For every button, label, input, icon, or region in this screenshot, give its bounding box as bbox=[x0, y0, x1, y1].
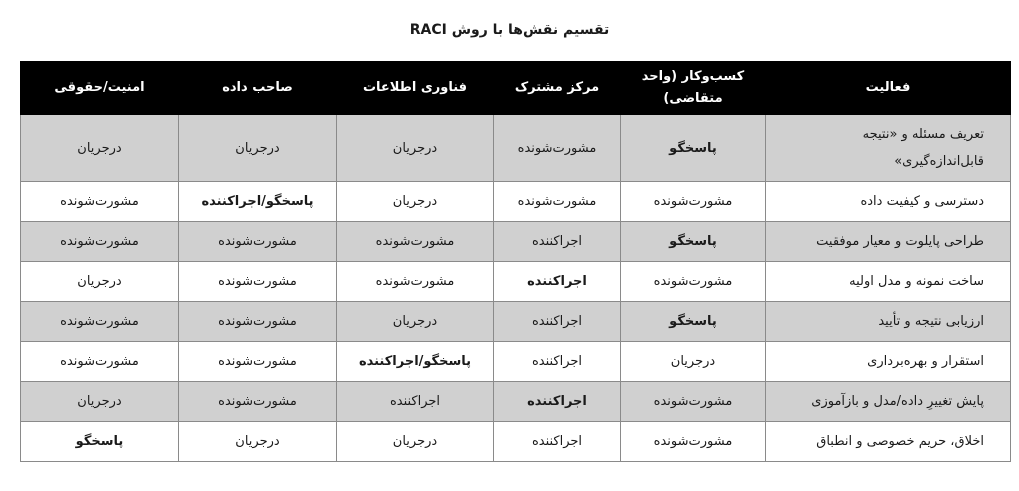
table-body bbox=[21, 115, 1011, 462]
table-row bbox=[21, 182, 1011, 222]
cell-activity: طراحی پایلوت و معیار موفقیت bbox=[766, 222, 1011, 262]
table-row bbox=[21, 342, 1011, 382]
cell-security-legal: درجریان bbox=[21, 382, 179, 422]
cell-data-owner: مشورت‌شونده bbox=[179, 342, 337, 382]
cell-shared-center: مشورت‌شونده bbox=[494, 115, 621, 182]
table-title: تقسیم نقش‌ها با روش RACI bbox=[409, 22, 610, 38]
cell-activity: استقرار و بهره‌برداری bbox=[766, 342, 1011, 382]
cell-shared-center: اجراکننده bbox=[494, 382, 621, 422]
cell-business: مشورت‌شونده bbox=[621, 422, 766, 462]
header-security-legal: امنیت/حقوقی bbox=[21, 62, 179, 115]
cell-security-legal: مشورت‌شونده bbox=[21, 222, 179, 262]
cell-it: مشورت‌شونده bbox=[337, 262, 494, 302]
cell-activity: پایش تغییرِ داده/مدل و بازآموزی bbox=[766, 382, 1011, 422]
cell-data-owner: درجریان bbox=[179, 422, 337, 462]
cell-shared-center: مشورت‌شونده bbox=[494, 182, 621, 222]
header-data-owner: صاحب داده bbox=[179, 62, 337, 115]
cell-security-legal: مشورت‌شونده bbox=[21, 182, 179, 222]
cell-data-owner: مشورت‌شونده bbox=[179, 302, 337, 342]
header-business: کسب‌وکار (واحد متقاضی) bbox=[621, 62, 766, 115]
cell-it: مشورت‌شونده bbox=[337, 222, 494, 262]
cell-it: درجریان bbox=[337, 422, 494, 462]
cell-business: مشورت‌شونده bbox=[621, 382, 766, 422]
cell-business: درجریان bbox=[621, 342, 766, 382]
table-row bbox=[21, 382, 1011, 422]
cell-business: مشورت‌شونده bbox=[621, 262, 766, 302]
header-shared-center: مرکز مشترک bbox=[494, 62, 621, 115]
cell-business: مشورت‌شونده bbox=[621, 182, 766, 222]
cell-data-owner: درجریان bbox=[179, 115, 337, 182]
cell-security-legal: درجریان bbox=[21, 262, 179, 302]
cell-it: درجریان bbox=[337, 115, 494, 182]
cell-it: درجریان bbox=[337, 182, 494, 222]
cell-shared-center: اجراکننده bbox=[494, 342, 621, 382]
cell-activity: دسترسی و کیفیت داده bbox=[766, 182, 1011, 222]
table-row bbox=[21, 422, 1011, 462]
cell-business: پاسخگو bbox=[621, 302, 766, 342]
cell-data-owner: مشورت‌شونده bbox=[179, 222, 337, 262]
table-row bbox=[21, 262, 1011, 302]
cell-data-owner: پاسخگو/اجراکننده bbox=[179, 182, 337, 222]
cell-business: پاسخگو bbox=[621, 115, 766, 182]
cell-security-legal: مشورت‌شونده bbox=[21, 302, 179, 342]
table-row bbox=[21, 222, 1011, 262]
cell-data-owner: مشورت‌شونده bbox=[179, 262, 337, 302]
cell-activity: ساخت نمونه و مدل اولیه bbox=[766, 262, 1011, 302]
table-row bbox=[21, 115, 1011, 182]
cell-data-owner: مشورت‌شونده bbox=[179, 382, 337, 422]
cell-security-legal: درجریان bbox=[21, 115, 179, 182]
cell-it: درجریان bbox=[337, 302, 494, 342]
cell-security-legal: مشورت‌شونده bbox=[21, 342, 179, 382]
cell-it: اجراکننده bbox=[337, 382, 494, 422]
cell-shared-center: اجراکننده bbox=[494, 222, 621, 262]
cell-activity: اخلاق، حریم خصوصی و انطباق bbox=[766, 422, 1011, 462]
header-row bbox=[21, 62, 1011, 115]
cell-activity: تعریف مسئله و «نتیجه قابل‌اندازه‌گیری» bbox=[766, 115, 1011, 182]
header-it: فناوری اطلاعات bbox=[337, 62, 494, 115]
cell-shared-center: اجراکننده bbox=[494, 422, 621, 462]
cell-shared-center: اجراکننده bbox=[494, 302, 621, 342]
header-activity: فعالیت bbox=[766, 62, 1011, 115]
table-row bbox=[21, 302, 1011, 342]
cell-activity: ارزیابی نتیجه و تأیید bbox=[766, 302, 1011, 342]
cell-it: پاسخگو/اجراکننده bbox=[337, 342, 494, 382]
raci-table bbox=[20, 61, 1011, 462]
cell-business: پاسخگو bbox=[621, 222, 766, 262]
cell-security-legal: پاسخگو bbox=[21, 422, 179, 462]
cell-shared-center: اجراکننده bbox=[494, 262, 621, 302]
